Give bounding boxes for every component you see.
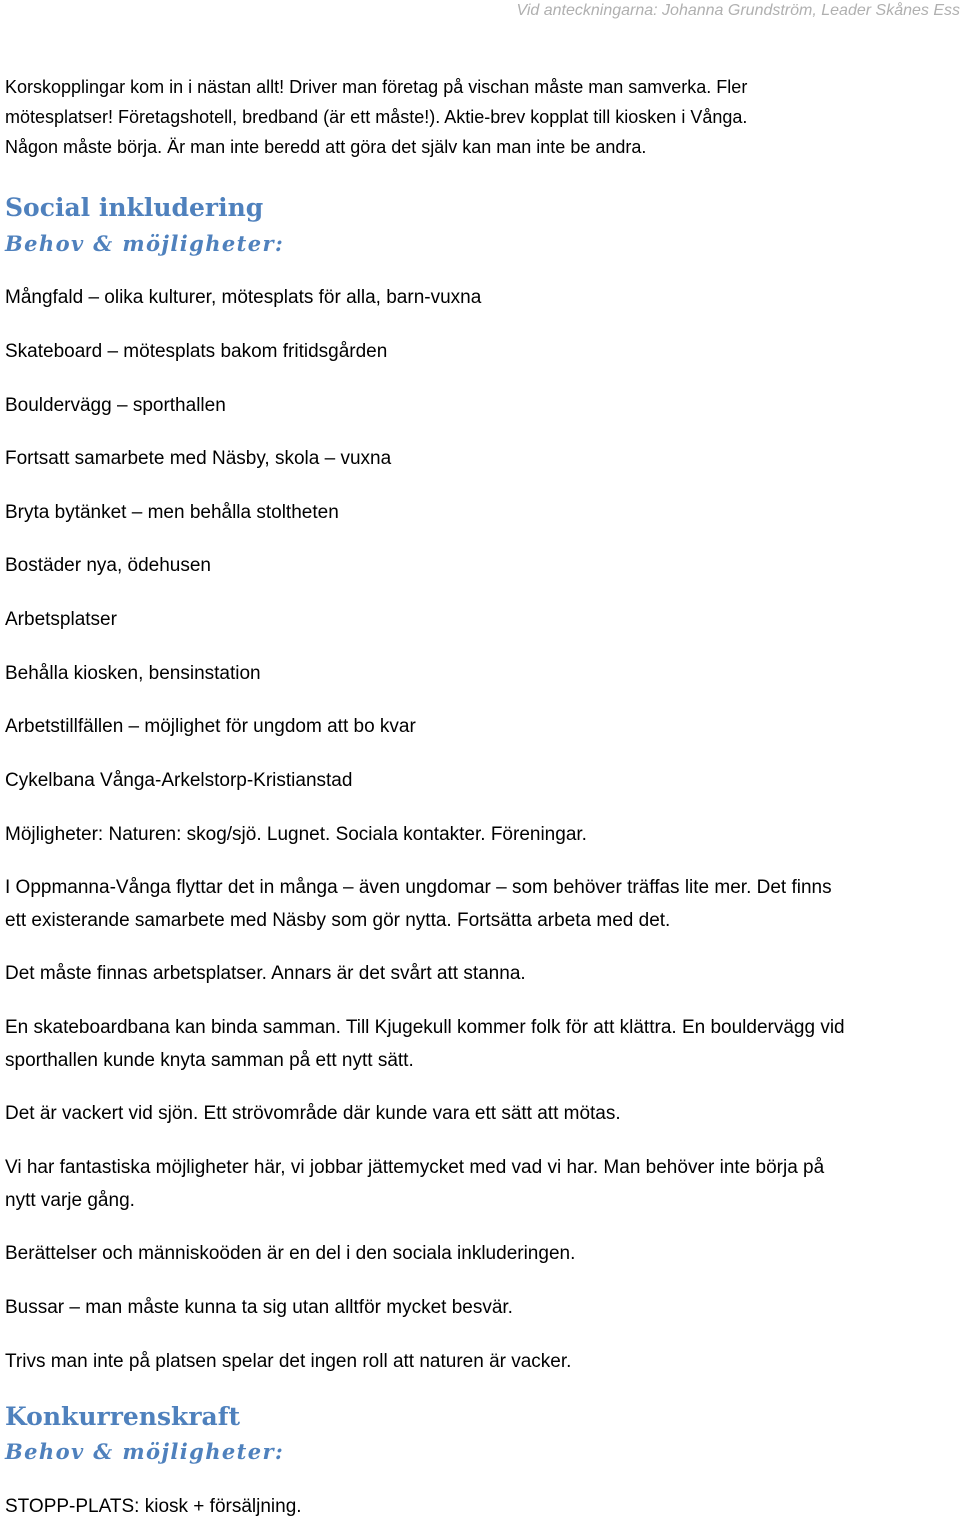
section-heading-konkurrenskraft: Konkurrenskraft (5, 1402, 241, 1431)
list-item: Fortsatt samarbete med Näsby, skola – vuxna (5, 448, 392, 469)
list-item: Bryta bytänket – men behålla stoltheten (5, 502, 339, 523)
paragraph-line: En skateboardbana kan binda samman. Till Kjugekull kommer folk för att klättra. En bouldervägg vid (5, 1017, 845, 1038)
paragraph-line: ett existerande samarbete med Näsby som gör nytta. Fortsätta arbeta med det. (5, 910, 671, 931)
list-item: Arbetstillfällen – möjlighet för ungdom att bo kvar (5, 716, 416, 737)
paragraph-line: Trivs man inte på platsen spelar det ingen roll att naturen är vacker. (5, 1351, 572, 1372)
paragraph (5, 957, 955, 990)
list-item: Cykelbana Vånga-Arkelstorp-Kristianstad (5, 770, 353, 791)
paragraph (5, 1345, 955, 1378)
paragraph-line: Det är vackert vid sjön. Ett strövområde där kunde vara ett sätt att mötas. (5, 1103, 621, 1124)
subheading-behov-mojligheter: Behov & möjligheter: (5, 1439, 285, 1464)
paragraph (5, 1291, 955, 1324)
paragraph-line: nytt varje gång. (5, 1190, 135, 1211)
intro-line: Korskopplingar kom in i nästan allt! Driver man företag på vischan måste man samverka. Fler (5, 77, 748, 97)
intro-paragraph (5, 72, 955, 162)
paragraph (5, 871, 955, 937)
intro-line: Någon måste börja. Är man inte beredd att göra det själv kan man inte be andra. (5, 137, 647, 157)
section-heading-social-inkludering: Social inkludering (5, 193, 264, 222)
list-item: Bostäder nya, ödehusen (5, 555, 211, 576)
paragraph-line: Berättelser och människoöden är en del i den sociala inkluderingen. (5, 1243, 576, 1264)
paragraph (5, 1097, 955, 1130)
list-item: Skateboard – mötesplats bakom fritidsgården (5, 341, 388, 362)
paragraph (5, 1237, 955, 1270)
list-item: STOPP-PLATS: kiosk + försäljning. (5, 1496, 302, 1517)
list-item: Möjligheter: Naturen: skog/sjö. Lugnet. Sociala kontakter. Föreningar. (5, 824, 587, 845)
paragraph (5, 1151, 955, 1217)
list-item: Bouldervägg – sporthallen (5, 395, 226, 416)
list-item: Behålla kiosken, bensinstation (5, 663, 261, 684)
subheading-behov-mojligheter: Behov & möjligheter: (5, 231, 285, 256)
page-header: Vid anteckningarna: Johanna Grundström, Leader Skånes Ess (516, 2, 960, 19)
paragraph (5, 1011, 955, 1077)
paragraph-line: Vi har fantastiska möjligheter här, vi jobbar jättemycket med vad vi har. Man behöver inte börja på (5, 1157, 825, 1178)
list-item: Mångfald – olika kulturer, mötesplats för alla, barn-vuxna (5, 287, 482, 308)
paragraph-line: Bussar – man måste kunna ta sig utan alltför mycket besvär. (5, 1297, 513, 1318)
paragraph-line: Det måste finnas arbetsplatser. Annars är det svårt att stanna. (5, 963, 526, 984)
intro-line: mötesplatser! Företagshotell, bredband (är ett måste!). Aktie-brev kopplat till kiosken i Vånga. (5, 107, 748, 127)
paragraph-line: I Oppmanna-Vånga flyttar det in många – även ungdomar – som behöver träffas lite mer. Det finns (5, 877, 832, 898)
list-item: Arbetsplatser (5, 609, 117, 630)
paragraph-line: sporthallen kunde knyta samman på ett nytt sätt. (5, 1050, 414, 1071)
